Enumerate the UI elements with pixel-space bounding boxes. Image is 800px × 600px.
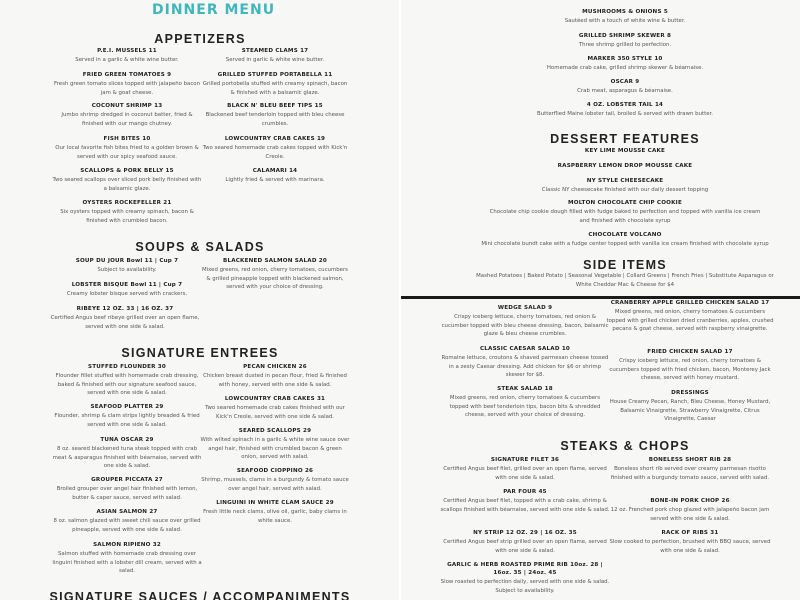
item-description: Classic NY cheesecake finished with our daily dessert topping [541, 187, 709, 193]
item-description: Certified Angus beef strip grilled over an open flame, served with one side & salad. [443, 539, 607, 554]
soups-salads-heading: SOUPS & SALADS [135, 240, 265, 254]
item-description: Mixed greens, red onion, cherry tomatoes, cucumbers & grilled pineapple topped with blackened salmon, served with your choice of dressing. [202, 267, 348, 291]
signature-sauces-heading: SIGNATURE SAUCES / ACCOMPANIMENTS [49, 590, 351, 600]
menu-item [52, 281, 202, 299]
item-description: Certified Angus beef filet, topped with a crab cake, shrimp & scallops finished with béarnaise, served with one side & salad. [440, 498, 610, 513]
item-description: Mixed greens, red onion, cherry tomatoes & cucumbers topped with beef tenderloin tips, bacon bits & shredded cheese, served with your choice of dressing. [449, 395, 601, 419]
item-description: Two seared homemade crab cakes topped with Kick'n Creole. [202, 145, 348, 160]
menu-item [50, 305, 200, 331]
item-name: TUNA OSCAR 29 [100, 437, 154, 443]
item-description: Crab meat, asparagus & béarnaise. [577, 88, 673, 94]
item-description: Lightly fried & served with marinara. [225, 177, 325, 183]
item-description: 8 oz. salmon glazed with sweet chili sauce over grilled pineapple, served with one side & salad. [53, 518, 201, 533]
menu-item [200, 467, 350, 493]
menu-item [515, 55, 735, 73]
menu-item [525, 8, 725, 26]
item-description: Romaine lettuce, croutons & shaved parmesan cheese tossed in a zesty Caesar dressing. Add chicken for $6 or shrimp skewer for $8. [441, 355, 609, 379]
menu-item [52, 541, 202, 576]
menu-title: DINNER MENU [152, 2, 276, 18]
item-name: GARLIC & HERB ROASTED PRIME RIB 10oz. 28 | 16oz. 35 | 24oz. 45 [447, 562, 603, 576]
menu-item [605, 456, 775, 482]
item-name: SCALLOPS & PORK BELLY 15 [80, 168, 174, 174]
side-items-heading: SIDE ITEMS [583, 258, 667, 272]
menu-item [52, 403, 202, 429]
item-name: STEAK SALAD 18 [497, 386, 553, 392]
item-name: WEDGE SALAD 9 [497, 305, 553, 311]
menu-item [200, 363, 350, 389]
menu-item [52, 47, 202, 65]
menu-item [605, 497, 775, 523]
menu-item [52, 257, 202, 275]
item-name: CALAMARI 14 [252, 168, 298, 174]
signature-entrees-heading: SIGNATURE ENTREES [121, 346, 279, 360]
item-name: PECAN CHICKEN 26 [243, 364, 307, 370]
menu-item [52, 135, 202, 161]
item-description: Butterflied Maine lobster tail, broiled & served with drawn butter. [537, 111, 713, 117]
menu-item [505, 101, 745, 119]
menu-item [605, 348, 775, 383]
menu-item [475, 147, 775, 155]
item-name: SEAFOOD CIOPPINO 26 [236, 468, 314, 474]
item-description: House Creamy Pecan, Ranch, Bleu Cheese, Honey Mustard, Balsamic Vinaigrette, Strawberry Vinaigrette, Citrus Vinaigrette, Caesar [609, 399, 771, 423]
menu-item [605, 529, 775, 555]
item-name: RACK OF RIBS 31 [661, 530, 719, 536]
item-description: Fresh little neck clams, olive oil, garlic, baby clams in white sauce. [203, 509, 347, 524]
menu-item [525, 78, 725, 96]
page-gutter [399, 0, 401, 600]
item-description: Subject to availability. [97, 267, 157, 273]
item-description: Broiled grouper over angel hair finished with lemon, butter & caper sauce, served with salad. [56, 486, 198, 501]
item-name: RIBEYE 12 OZ. 33 | 16 OZ. 37 [76, 306, 174, 312]
item-name: MUSHROOMS & ONIONS 5 [582, 9, 668, 15]
item-name: GRILLED SHRIMP SKEWER 8 [578, 33, 672, 39]
item-description: Salmon stuffed with homemade crab dressing over linguini finished with a lobster dill cream, served with a salad. [52, 551, 202, 575]
item-name: MARKER 350 STYLE 10 [587, 56, 663, 62]
menu-item [200, 71, 350, 97]
menu-item [200, 47, 350, 65]
item-name: DRESSINGS [671, 390, 709, 396]
item-name: LINGUINI IN WHITE CLAM SAUCE 29 [216, 500, 334, 506]
item-description: 8 oz. seared blackened tuna steak topped with crab meat & asparagus finished with béarnaise, served with one side & salad. [52, 446, 202, 470]
item-description: Homemade crab cake, grilled shrimp skewer & béarnaise. [546, 65, 704, 71]
item-name: OSCAR 9 [610, 79, 640, 85]
item-description: Flounder, shrimp & clam strips lightly breaded & fried served with one side & salad. [54, 413, 200, 428]
item-description: Blackened beef tenderloin topped with bleu cheese crumbles. [205, 112, 345, 127]
item-name: CHOCOLATE VOLCANO [588, 232, 662, 238]
menu-page-right-lower [400, 299, 800, 600]
item-name: CLASSIC CAESAR SALAD 10 [479, 346, 571, 352]
item-description: Fresh green tomato slices topped with jalapeño bacon jam & goat cheese. [53, 81, 201, 96]
menu-item [52, 199, 202, 225]
item-description: Chicken breast dusted in pecan flour, fried & finished with honey, served with one side & salad. [203, 373, 347, 388]
item-description: Certified Angus beef ribeye grilled over an open flame, served with one side & salad. [50, 315, 200, 330]
item-description: 12 oz. Frenched pork chop glazed with jalapeño bacon jam served with one side & salad. [610, 507, 770, 522]
side-items-list [470, 271, 780, 289]
item-name: RASPBERRY LEMON DROP MOUSSE CAKE [557, 163, 693, 169]
menu-item [200, 135, 350, 161]
item-description: Slow roasted to perfection daily, served with one side & salad. Subject to availability. [440, 579, 610, 594]
item-description: Two seared homemade crab cakes finished with our Kick'n Creole, served with one side & salad. [205, 405, 345, 420]
menu-item [52, 102, 202, 128]
item-description: Shrimp, mussels, clams in a burgundy & tomato sauce over angel hair, served with salad. [201, 477, 349, 492]
item-name: BONE-IN PORK CHOP 26 [650, 498, 730, 504]
item-name: OYSTERS ROCKEFELLER 21 [82, 200, 172, 206]
menu-item [200, 395, 350, 421]
item-name: FRIED CHICKEN SALAD 17 [647, 349, 733, 355]
menu-item [605, 389, 775, 424]
item-description: Two seared scallops over sliced pork belly finished with a balsamic glaze. [52, 177, 202, 192]
item-description: Served in a garlic & white wine butter. [75, 57, 179, 63]
item-description: Grilled portobella stuffed with creamy spinach, bacon & finished with a balsamic glaze. [202, 81, 348, 96]
item-description: Sautéed with a touch of white wine & butter. [564, 18, 686, 24]
item-name: CRANBERRY APPLE GRILLED CHICKEN SALAD 17 [610, 300, 770, 306]
item-name: SEAFOOD PLATTER 29 [90, 404, 164, 410]
item-name: ASIAN SALMON 27 [96, 509, 158, 515]
item-name: SOUP DU JOUR Bowl 11 | Cup 7 [75, 258, 179, 264]
item-name: BLACKENED SALMON SALAD 20 [222, 258, 327, 264]
menu-item [52, 363, 202, 398]
item-description: Served in garlic & white wine butter. [225, 57, 325, 63]
menu-item [52, 436, 202, 471]
dessert-features-heading: DESSERT FEATURES [550, 132, 700, 146]
menu-item [52, 476, 202, 502]
menu-item [440, 561, 610, 595]
item-name: STEAMED CLAMS 17 [241, 48, 309, 54]
item-description: Crispy iceberg lettuce, cherry tomatoes, red onion & cucumber topped with bleu cheese dressing, bacon, balsamic glaze & bleu cheese crumbles. [441, 314, 609, 338]
item-description: With wilted spinach in a garlic & white wine sauce over angel hair, finished with crumbled bacon & green onion, served with salad. [200, 437, 350, 461]
item-description: Certified Angus beef filet, grilled over an open flame, served with one side & salad. [443, 466, 607, 481]
menu-item [200, 167, 350, 185]
menu-item [440, 529, 610, 555]
item-description: Jumbo shrimp dredged in coconut batter, fried & finished with our mango chutney. [61, 112, 193, 127]
item-description: Chocolate chip cookie dough filled with fudge baked to perfection and topped with vanilla ice cream and finished with chocolate syrup [489, 209, 761, 224]
side-items-text: Mashed Potatoes | Baked Potato | Seasonal Vegetable | Collard Greens | French Fries | Substitute Asparagus or White Cheddar Mac & Cheese for $4 [476, 273, 774, 288]
menu-item [475, 162, 775, 170]
item-name: NY STYLE CHEESECAKE [586, 178, 664, 184]
item-name: MOLTON CHOCOLATE CHIP COOKIE [568, 200, 682, 206]
menu-item [440, 345, 610, 380]
menu-item [200, 257, 350, 292]
item-name: BONELESS SHORT RIB 28 [648, 457, 732, 463]
item-name: BLACK N' BLEU BEEF TIPS 15 [227, 103, 323, 109]
item-description: Crispy iceberg lettuce, red onion, cherry tomatoes & cucumbers topped with fried chicken, bacon, Monterey Jack cheese, served with honey mustard. [609, 358, 771, 382]
item-name: NY STRIP 12 OZ. 29 | 16 OZ. 35 [473, 530, 577, 536]
item-description: Boneless short rib served over creamy parmesan risotto finished with a burgundy tomato sauce, served with salad. [610, 466, 770, 481]
item-name: GRILLED STUFFED PORTABELLA 11 [217, 72, 333, 78]
item-description: Six oysters topped with creamy spinach, bacon & finished with crumbled bacon. [60, 209, 194, 224]
item-name: STUFFED FLOUNDER 30 [88, 364, 166, 370]
item-description: Flounder fillet stuffed with homemade crab dressing, baked & finished with our signature seafood sauce, served with one side & salad. [55, 373, 199, 397]
menu-item [475, 177, 775, 195]
menu-item [440, 456, 610, 482]
menu-item [200, 427, 350, 462]
item-description: Mixed greens, red onion, cherry tomatoes & cucumbers topped with grilled chicken dried cranberries, apples, crushed pecans & goat cheese, served with raspberry vinaigrette. [606, 309, 774, 333]
menu-item [605, 299, 775, 334]
item-name: LOWCOUNTRY CRAB CAKES 19 [224, 136, 326, 142]
menu-item [440, 304, 610, 339]
item-name: FISH BITES 10 [103, 136, 151, 142]
menu-item [52, 71, 202, 97]
appetizers-heading: APPETIZERS [154, 32, 246, 46]
menu-item [485, 199, 765, 225]
item-name: SALMON RIPIENO 32 [93, 542, 161, 548]
item-description: Creamy lobster bisque served with crackers. [66, 291, 188, 297]
menu-item [200, 499, 350, 525]
item-name: COCONUT SHRIMP 13 [91, 103, 163, 109]
item-name: SIGNATURE FILET 36 [490, 457, 560, 463]
item-name: LOWCOUNTRY CRAB CAKES 31 [224, 396, 326, 402]
item-name: PAR FOUR 45 [503, 489, 547, 495]
item-description: Mini chocolate bundt cake with a fudge center topped with vanilla ice cream finished with chocolate syrup [481, 241, 769, 247]
menu-item [52, 508, 202, 534]
menu-item [52, 167, 202, 193]
item-name: KEY LIME MOUSSE CAKE [584, 148, 666, 154]
menu-item [460, 231, 790, 249]
item-name: 4 OZ. LOBSTER TAIL 14 [586, 102, 664, 108]
item-name: SEARED SCALLOPS 29 [238, 428, 312, 434]
item-description: Our local favorite fish bites fried to a golden brown & served with our spicy seafood sauce. [55, 145, 199, 160]
menu-item [440, 488, 610, 514]
item-name: FRIED GREEN TOMATOES 9 [82, 72, 172, 78]
item-description: Slow cooked to perfection, brushed with BBQ sauce, served with one side & salad. [609, 539, 771, 554]
steaks-chops-heading: STEAKS & CHOPS [560, 439, 690, 453]
menu-item [200, 102, 350, 128]
item-name: P.E.I. MUSSELS 11 [97, 48, 157, 54]
item-name: GROUPER PICCATA 27 [91, 477, 163, 483]
item-name: LOBSTER BISQUE Bowl 11 | Cup 7 [71, 282, 183, 288]
item-description: Three shrimp grilled to perfection. [578, 42, 672, 48]
menu-item [525, 32, 725, 50]
menu-item [440, 385, 610, 420]
